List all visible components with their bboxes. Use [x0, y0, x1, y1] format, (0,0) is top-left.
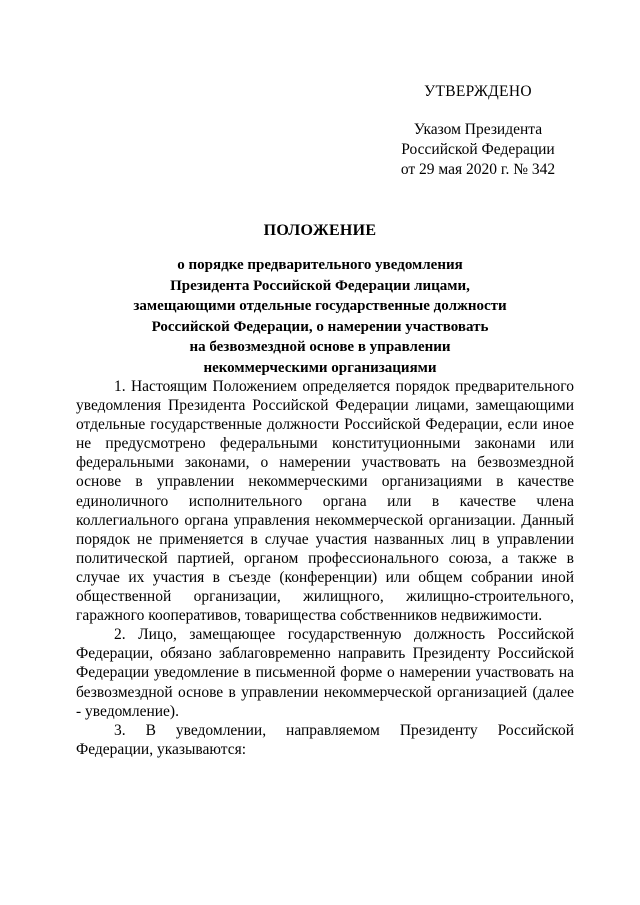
document-subtitle-line: Президента Российской Федерации лицами,	[170, 277, 470, 294]
paragraph-3: 3. В уведомлении, направляемом Президенту Российской Федерации, указываются:	[76, 721, 574, 758]
approval-date-line: от 29 мая 2020 г. № 342	[400, 161, 556, 178]
document-subtitle-line: на безвозмездной основе в управлении	[189, 339, 451, 355]
document-subtitle-line: о порядке предварительного уведомления	[177, 257, 463, 273]
document-subtitle-line: замещающими отдельные государственные должности	[133, 298, 507, 314]
paragraph-2: 2. Лицо, замещающее государственную должность Российской Федерации, обязано заблаговременно направить Президенту Российской Федерации уведомление в письменной форме о намерении участвовать на безвозмездной основе в управлении некоммерческой организацией (далее - уведомление).	[76, 626, 574, 720]
approval-line: Российской Федерации	[401, 141, 555, 158]
paragraph-1: 1. Настоящим Положением определяется порядок предварительного уведомления Президента Российской Федерации лицами, замещающими отдельные государственные должности Российской Федерации, если иное не предусмотрено федеральными конституционными законами или федеральными законами, о намерении участвовать на безвозмездной основе в управлении некоммерческими организациями в качестве единоличного исполнительного органа или в качестве члена коллегиального органа управления некоммерческой организации. Данный порядок не применяется в случае участия названных лиц в управлении политической партией, органом профессионального союза, а также в случае их участия в съезде (конференции) или общем собрании иной общественной организации, жилищного, жилищно-строительного, гаражного кооперативов, товарищества собственников недвижимости.	[76, 378, 574, 625]
document-heading	[90, 222, 550, 378]
approval-stamp	[383, 82, 573, 180]
approval-line: Указом Президента	[413, 121, 543, 138]
document-title: ПОЛОЖЕНИЕ	[263, 222, 377, 239]
document-subtitle-line: некоммерческими организациями	[203, 359, 437, 376]
document-subtitle-line: Российской Федерации, о намерении участвовать	[151, 318, 489, 335]
document-body	[76, 377, 574, 759]
approval-title: УТВЕРЖДЕНО	[424, 83, 532, 100]
